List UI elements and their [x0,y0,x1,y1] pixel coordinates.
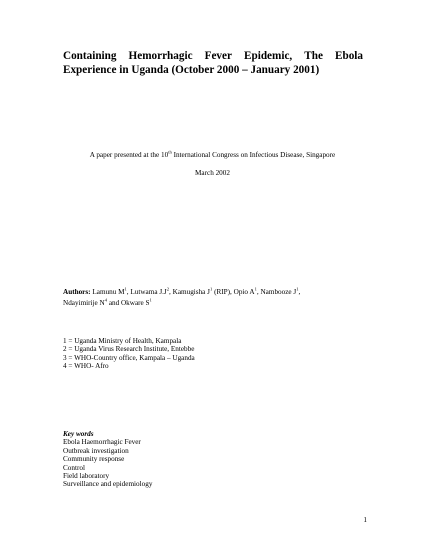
author-name: , Nambooze J [256,288,297,296]
presentation-note-venue: International Congress on Infectious Disease, Singapore [171,151,336,159]
author-separator: , [298,288,301,296]
author-affil-ref: 1 [296,286,299,292]
publication-date: March 2002 [195,169,230,177]
author-name: , Lutwama J.J [126,288,167,296]
keyword-item: Field laboratory [63,472,110,481]
keyword-item: Control [63,463,85,472]
author-name: and Okware S [107,298,150,307]
affiliations-list [63,337,363,370]
author-affil-ref: 1 [124,286,127,292]
affiliation-item: 2 = Uganda Virus Research Institute, Entebbe [63,345,195,354]
page-number: 1 [363,516,367,524]
author-name: (RIP), Opio A [212,288,255,296]
presentation-note [0,151,425,160]
author-affil-ref: 1 [149,297,152,303]
authors-label: Authors: [63,288,91,296]
authors-block [63,287,363,308]
title-word: Ebola [335,50,363,62]
affiliation-item: 4 = WHO- Afro [63,361,109,370]
author-name: Ndayimirije N [63,298,105,307]
author-name: , Kamugisha J [169,288,210,296]
keyword-item: Ebola Haemorrhagic Fever [63,438,141,447]
title-line-1 [63,50,363,64]
author-name: Lamunu M [90,288,125,296]
author-affil-ref: 2 [166,286,170,292]
title-word: Hemorrhagic [128,50,193,62]
title-line-2: Experience in Uganda (October 2000 – January 2001) [63,63,320,76]
affiliation-item: 1 = Uganda Ministry of Health, Kampala [63,337,182,345]
ordinal-suffix: th [168,149,172,155]
authors-line-2 [63,298,363,309]
keywords-block [63,430,363,489]
title-word: Epidemic, [244,50,293,62]
keywords-heading: Key words [63,430,94,438]
title-word: Containing [63,50,117,62]
author-affil-ref: 1 [254,286,257,292]
author-affil-ref: 1 [209,286,213,292]
keyword-item: Community response [63,455,125,464]
title-word: The [304,50,323,62]
keyword-item: Outbreak investigation [63,446,129,455]
presentation-note-text: A paper presented at the 10 [89,151,169,159]
keyword-item: Surveillance and epidemiology [63,480,153,489]
affiliation-item: 3 = WHO-Country office, Kampala – Uganda [63,353,195,362]
paper-title [63,50,363,77]
title-word: Fever [204,50,232,62]
author-affil-ref: 4 [104,297,108,303]
authors-line-1 [63,287,363,298]
